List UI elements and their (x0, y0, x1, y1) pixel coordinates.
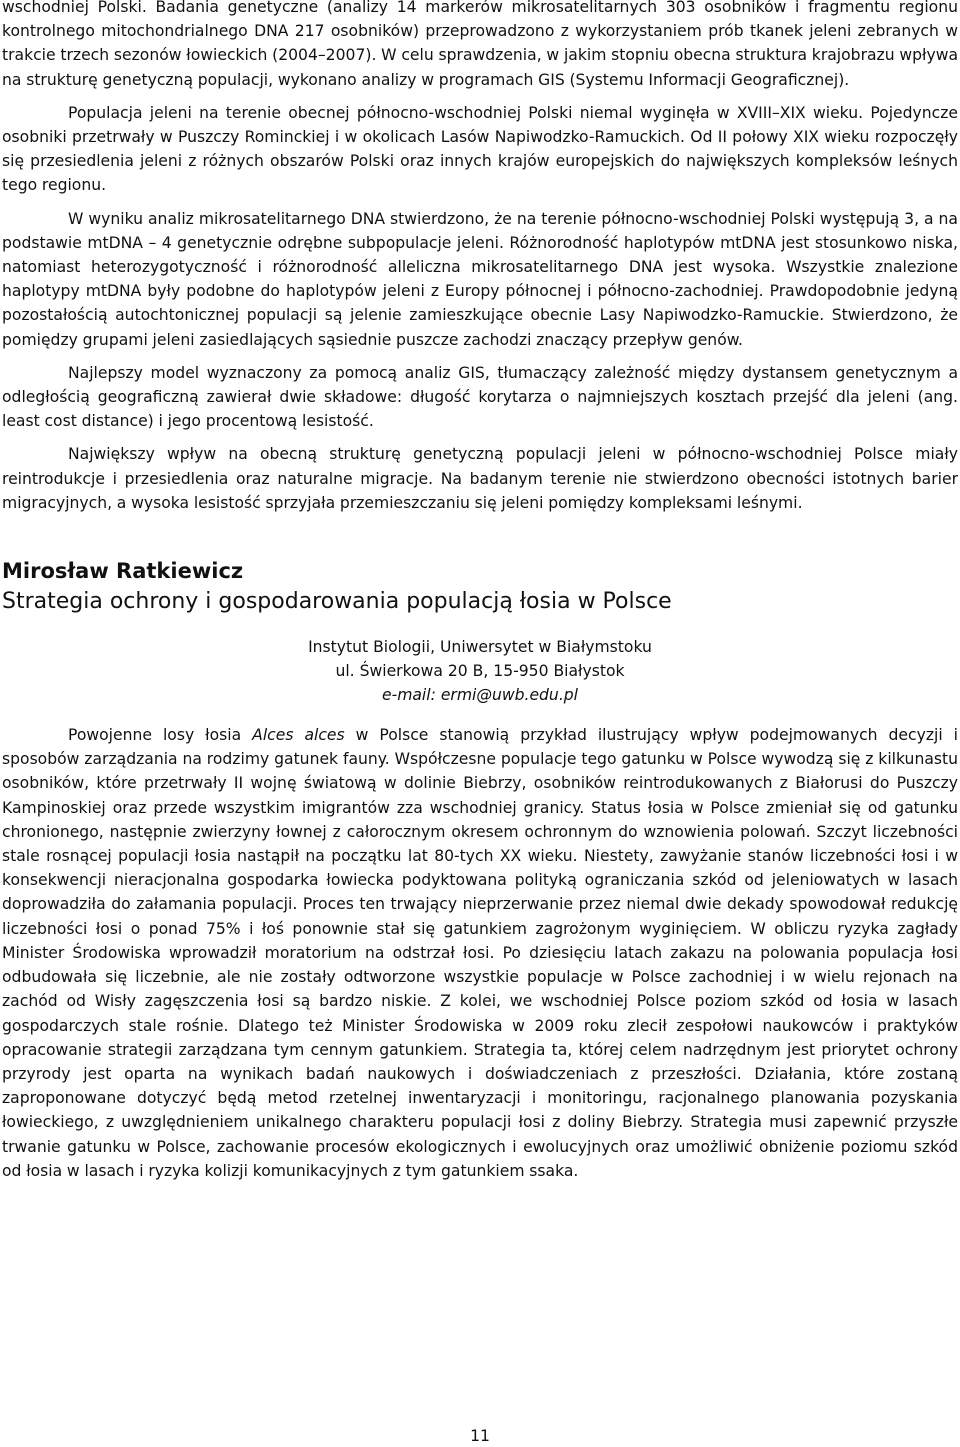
affiliation-institute: Instytut Biologii, Uniwersytet w Białymstoku (308, 638, 652, 657)
species-name: Alces alces (252, 726, 345, 745)
affiliation-email-line (2, 683, 958, 707)
paragraph-gis-model: Najlepszy model wyznaczony za pomocą analiz GIS, tłumaczący zależność między dystansem genetycznym a odległością geograficzną zawierał dwie składowe: długość korytarza o najmniejszych kosztach przejść dla jeleni (ang. least cost distance) i jego procentową lesistość. (2, 363, 958, 431)
email-label: e-mail: (381, 686, 436, 705)
article-author: Mirosław Ratkiewicz (2, 559, 244, 584)
paragraph-conclusion: Największy wpływ na obecną strukturę genetyczną populacji jeleni w północno-wschodniej Polsce miały reintrodukcje i przesiedlenia oraz naturalne migracje. Na badanym terenie nie stwierdzono obecności istotnych barier migracyjnych, a wysoka lesistość sprzyjała przemieszczaniu się jeleni pomiędzy kompleksami leśnymi. (2, 445, 958, 512)
abstract-intro: Powojenne losy łosia (68, 726, 253, 745)
email-link[interactable]: ermi@uwb.edu.pl (440, 686, 579, 705)
paragraph-dna-results: W wyniku analiz mikrosatelitarnego DNA stwierdzono, że na terenie północno-wschodniej Polski występują 3, a na podstawie mtDNA – 4 genetycznie odrębne subpopulacje jeleni. Różnorodność haplotypów mtDNA jest stosunkowo niska, natomiast heterozygotyczność i różnorodność alleliczna mikrosatelitarnego DNA jest wysoka. Wszystkie znalezione haplotypy mtDNA były podobne do haplotypów jeleni z Europy północnej i północno-zachodniej. Prawdopodobnie jedyną pozostałością autochtonicznej populacji są jelenie zamieszkujące obecnie Lasy Napiwodzko-Ramuckie. Stwierdzono, że pomiędzy grupami jeleni zasiedlających sąsiednie puszcze zachodzi znaczący przepływ genów. (2, 209, 958, 349)
abstract-body: w Polsce stanowią przykład ilustrujący wpływ podejmowanych decyzji i sposobów zarządzania na rodzimy gatunek fauny. Współczesne populacje tego gatunku w Polsce wywodzą się z kilkunastu osobników, które przetrwały II wojnę światową w dolinie Biebrzy, osobników reintrodukowanych z Białorusi do Puszczy Kampinoskiej oraz przede wszystkim imigrantów zza wschodniej granicy. Status łosia w Polsce zmieniał się od gatunku chronionego, następnie zwierzyny łownej z całorocznym okresem ochronnym do wznowienia polowań. Szczyt liczebności stale rosnącej populacji łosia nastąpił na początku lat 80-tych XX wieku. Niestety, zawyżanie stanów liczebności łosi i w konsekwencji nieracjonalna gospodarka łowiecka podyktowana polityką ograniczania szkód od jeleniowatych w lasach doprowadziła do załamania populacji. Proces ten trwający nieprzerwanie przez niemal dwie dekady spowodował redukcję liczebności łosi o ponad 75% i łoś ponownie stał się gatunkiem zagrożonym wyginięciem. W obliczu ryzyka zagłady Minister Środowiska wprowadził moratorium na odstrzał łosi. Po dziesięciu latach zakazu na polowania populacja łosi odbudowała się liczebnie, ale nie zostały odtworzone wszystkie populacje w Polsce zachodniej i w wielu rejonach na zachód od Wisły zagęszczenia łosi są bardzo niskie. Z kolei, we wschodniej Polsce poziom szkód od łosia w lasach gospodarczych stale rośnie. Dlatego też Minister Środowiska w 2009 roku zlecił zespołowi naukowców i praktyków opracowanie strategii zarządzana tym cennym gatunkiem. Strategia ta, której celem nadrzędnym jest priorytet ochrony przyrody jest oparta na wynikach badań naukowych i doświadczeniach z przeszłości. Działania, które zostaną zaproponowane dotyczyć będą metod rzetelnej inwentaryzacji i monitoringu, racjonalnego planowania pozyskania łowieckiego, z uwzględnieniem unikalnego charakteru populacji łosi z doliny Biebrzy. Strategia musi zapewnić przyszłe trwanie gatunku w Polsce, zachowanie procesów ekologicznych i ewolucyjnych oraz umożliwić obniżenie poziomu szkód od łosia w lasach i ryzyka kolizji komunikacyjnych z tym gatunkiem ssaka. (2, 726, 958, 1180)
paragraph-population-history: Populacja jeleni na terenie obecnej północno-wschodniej Polski niemal wyginęła w XVIII–XIX wieku. Pojedyncze osobniki przetrwały w Puszczy Rominckiej i w okolicach Lasów Napiwodzko-Ramuckich. Od II połowy XIX wieku rozpoczęły się przesiedlenia jeleni z różnych obszarów Polski oraz innych krajów europejskich do największych kompleksów leśnych tego regionu. (2, 103, 958, 195)
abstract-paragraph (2, 723, 958, 1183)
affiliation-address: ul. Świerkowa 20 B, 15-950 Białystok (335, 662, 625, 681)
continued-paragraph: wschodniej Polski. Badania genetyczne (analizy 14 markerów mikrosatelitarnych 303 osobników i fragmentu regionu kontrolnego mitochondrialnego DNA 217 osobników) przeprowadzono z wykorzystaniem prób tkanek jeleni zebranych w trakcie trzech sezonów łowieckich (2004–2007). W celu sprawdzenia, w jakim stopniu obecna struktura krajobrazu wpływa na strukturę genetyczną populacji, wykonano analizy w programach GIS (Systemu Informacji Geograficznej). (2, 0, 958, 89)
page-number: 11 (470, 1427, 490, 1445)
article-title: Strategia ochrony i gospodarowania populacją łosia w Polsce (2, 589, 672, 615)
affiliation-block (2, 635, 958, 707)
